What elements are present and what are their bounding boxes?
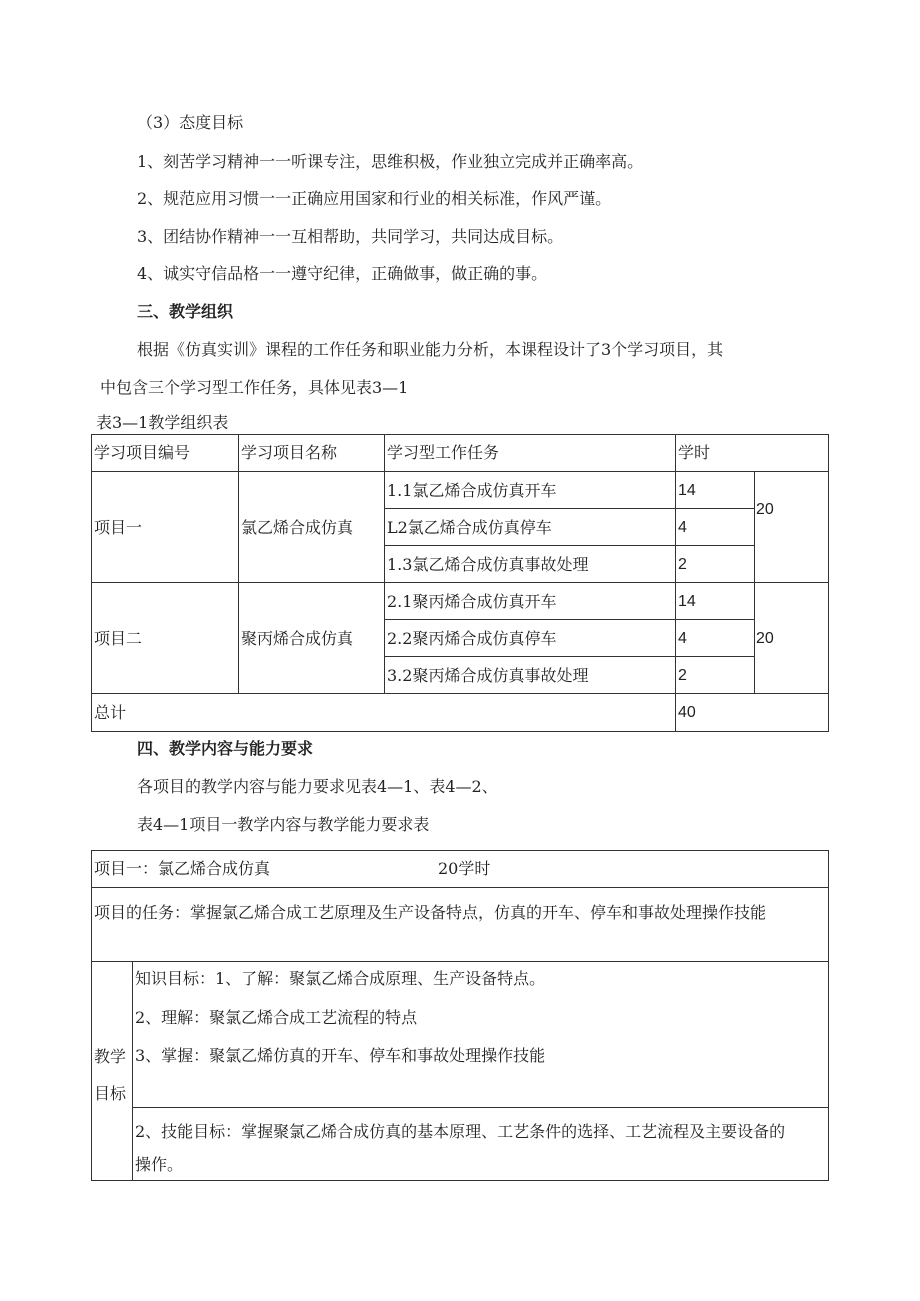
attitude-heading: （3）态度目标 — [137, 113, 244, 132]
table31-project1-name: 氯乙烯合成仿真 — [241, 518, 354, 537]
table31-header-hours: 学时 — [678, 443, 711, 462]
table31-project2-task3: 3.2聚丙烯合成仿真事故处理 — [387, 666, 589, 685]
attitude-item-3: 3、团结协作精神一一互相帮助，共同学习，共同达成目标。 — [137, 227, 564, 246]
table31-project1-hours1: 14 — [678, 482, 696, 499]
attitude-item-2: 2、规范应用习惯一一正确应用国家和行业的相关标准，作风严谨。 — [137, 189, 612, 208]
table31-project1-hours2: 4 — [678, 519, 687, 536]
table31-project2-task1: 2.1聚丙烯合成仿真开车 — [387, 592, 557, 611]
table41-caption: 表4—1项目一教学内容与教学能力要求表 — [137, 815, 430, 834]
table31-project1-total: 20 — [756, 501, 774, 518]
table41-goal-label-1: 教学 — [94, 1047, 127, 1066]
table31-project2-hours1: 14 — [678, 593, 696, 610]
table31-project2-total: 20 — [756, 630, 774, 647]
section3-paragraph-line1: 根据《仿真实训》课程的工作任务和职业能力分析，本课程设计了3个学习项目，其 — [137, 340, 724, 359]
table41-goal-label-2: 目标 — [94, 1084, 127, 1103]
table31-project2-id: 项目二 — [94, 629, 143, 648]
table31-project2-hours2: 4 — [678, 630, 687, 647]
attitude-item-4: 4、诚实守信品格一一遵守纪律，正确做事，做正确的事。 — [137, 264, 548, 283]
table31-project1-task2: L2氯乙烯合成仿真停车 — [387, 518, 552, 537]
table41-knowledge-2: 2、理解：聚氯乙烯合成工艺流程的特点 — [135, 1008, 418, 1027]
table41-knowledge-3: 3、掌握：聚氯乙烯仿真的开车、停车和事故处理操作技能 — [135, 1046, 546, 1065]
table31-total-label: 总计 — [94, 703, 127, 722]
section4-title: 四、教学内容与能力要求 — [137, 739, 314, 758]
table31-header-id: 学习项目编号 — [94, 443, 191, 462]
table31-project1-task1: 1.1氯乙烯合成仿真开车 — [387, 481, 557, 500]
section3-paragraph-line2: 中包含三个学习型工作任务，具体见表3—1 — [100, 378, 409, 397]
table31-project1-task3: 1.3氯乙烯合成仿真事故处理 — [387, 555, 589, 574]
table41-skill-line2: 操作。 — [135, 1155, 184, 1174]
table31-caption: 表3—1教学组织表 — [96, 413, 229, 432]
section3-title: 三、教学组织 — [137, 302, 234, 321]
table41-project-hours: 20学时 — [438, 859, 491, 878]
table41-project-label: 项目一：氯乙烯合成仿真 — [94, 859, 271, 878]
table41-knowledge-1: 知识目标：1、了解：聚氯乙烯合成原理、生产设备特点。 — [135, 969, 546, 988]
table31-total-hours: 40 — [678, 704, 696, 721]
attitude-item-1: 1、刻苦学习精神一一听课专注，思维积极，作业独立完成并正确率高。 — [137, 152, 644, 171]
table41-skill-line1: 2、技能目标：掌握聚氯乙烯合成仿真的基本原理、工艺条件的选择、工艺流程及主要设备的 — [135, 1122, 786, 1141]
table31-header-name: 学习项目名称 — [241, 443, 338, 462]
table41-task-text: 项目的任务：掌握氯乙烯合成工艺原理及生产设备特点，仿真的开车、停车和事故处理操作技能 — [94, 903, 767, 922]
table31-project2-hours3: 2 — [678, 667, 687, 684]
table31-project1-hours3: 2 — [678, 556, 687, 573]
section4-paragraph: 各项目的教学内容与能力要求见表4—1、表4—2、 — [137, 777, 498, 796]
table31-project1-id: 项目一 — [94, 518, 143, 537]
table31-project2-task2: 2.2聚丙烯合成仿真停车 — [387, 629, 557, 648]
table31-header-task: 学习型工作任务 — [387, 443, 500, 462]
table31-project2-name: 聚丙烯合成仿真 — [241, 629, 354, 648]
